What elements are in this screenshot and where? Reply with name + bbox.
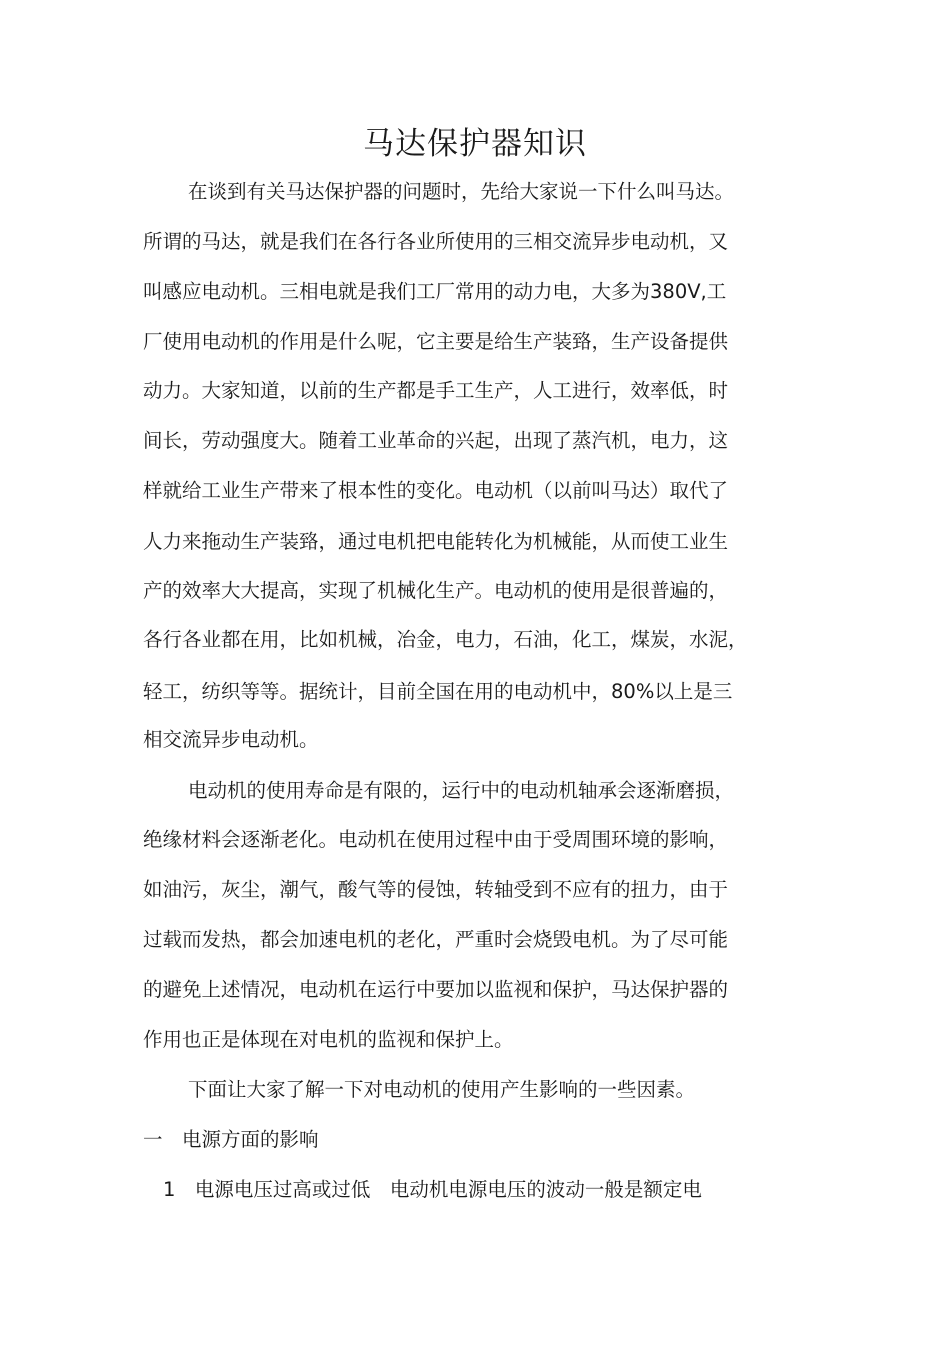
numbered-item (143, 1175, 813, 1205)
text-line-content: 过载而发热，都会加速电机的老化，严重时会烧毁电机。为了尽可能 (143, 928, 729, 951)
text-line-content: 电动机的使用寿命是有限的，运行中的电动机轴承会逐渐磨损， (188, 779, 735, 802)
text-line (143, 825, 813, 855)
text-line (143, 776, 813, 806)
text-line-content: 的避免上述情况，电动机在运行中要加以监视和保护，马达保护器的 (143, 978, 729, 1001)
text-line (143, 177, 813, 207)
text-line (143, 725, 813, 755)
text-line (143, 625, 813, 655)
text-line (143, 277, 813, 307)
text-line-content: 间长，劳动强度大。随着工业革命的兴起，出现了蒸汽机，电力，这 (143, 429, 729, 452)
text-line-content: 叫感应电动机。三相电就是我们工厂常用的动力电，大多为380V,工 (143, 280, 727, 303)
text-line (143, 975, 813, 1005)
text-line-content: 样就给工业生产带来了根本性的变化。电动机（以前叫马达）取代了 (143, 479, 729, 502)
text-line (143, 476, 813, 506)
text-line-content: 动力。大家知道，以前的生产都是手工生产，人工进行，效率低，时 (143, 379, 729, 402)
section-heading-text: 一 电源方面的影响 (143, 1128, 319, 1151)
text-line-content: 绝缘材料会逐渐老化。电动机在使用过程中由于受周围环境的影响， (143, 828, 729, 851)
text-line (143, 925, 813, 955)
text-line (143, 875, 813, 905)
numbered-item-text: 1 电源电压过高或过低 电动机电源电压的波动一般是额定电 (163, 1178, 702, 1201)
text-line (143, 376, 813, 406)
text-line (143, 426, 813, 456)
text-line-content: 作用也正是体现在对电机的监视和保护上。 (143, 1028, 514, 1051)
text-line (143, 1075, 813, 1105)
text-line (143, 576, 813, 606)
text-line (143, 677, 813, 707)
section-heading (143, 1125, 813, 1155)
text-line (143, 327, 813, 357)
text-line-content: 如油污，灰尘，潮气，酸气等的侵蚀，转轴受到不应有的扭力，由于 (143, 878, 729, 901)
text-line (143, 527, 813, 557)
text-line-content: 轻工，纺织等等。据统计，目前全国在用的电动机中，80%以上是三 (143, 680, 733, 703)
text-line-content: 在谈到有关马达保护器的问题时，先给大家说一下什么叫马达。 (188, 180, 735, 203)
text-line-content: 产的效率大大提高，实现了机械化生产。电动机的使用是很普遍的， (143, 579, 729, 602)
text-line-content: 厂使用电动机的作用是什么呢，它主要是给生产装臵，生产设备提供 (143, 330, 729, 353)
text-line-content: 相交流异步电动机。 (143, 728, 319, 751)
text-line-content: 下面让大家了解一下对电动机的使用产生影响的一些因素。 (188, 1078, 696, 1101)
text-line (143, 227, 813, 257)
document-title: 马达保护器知识 (363, 126, 587, 162)
text-line-content: 所谓的马达，就是我们在各行各业所使用的三相交流异步电动机，又 (143, 230, 729, 253)
text-line-content: 各行各业都在用，比如机械，冶金，电力，石油，化工，煤炭，水泥， (143, 628, 748, 651)
text-line (143, 1025, 813, 1055)
text-line-content: 人力来拖动生产装臵，通过电机把电能转化为机械能，从而使工业生 (143, 530, 729, 553)
